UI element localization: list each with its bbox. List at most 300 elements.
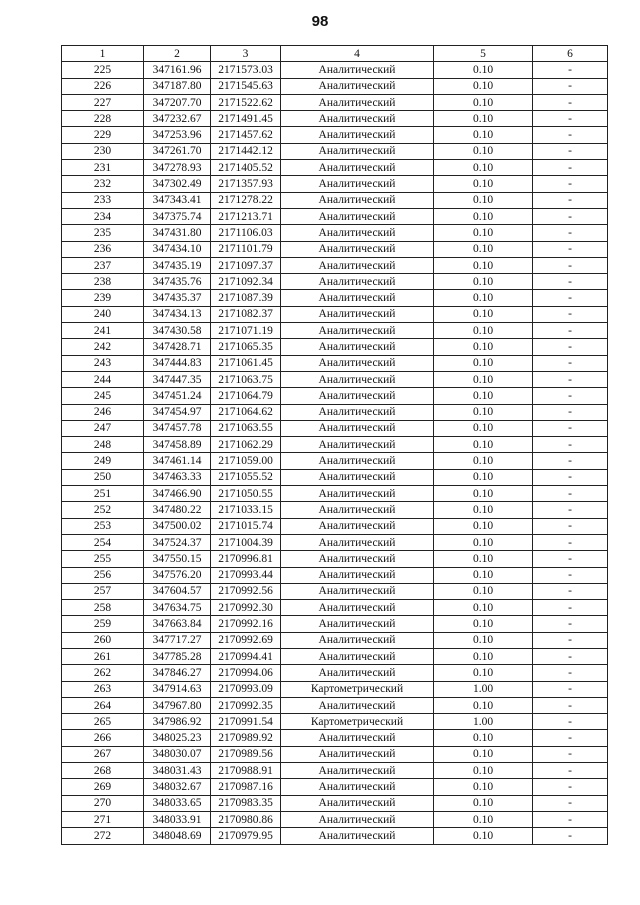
table-row bbox=[62, 355, 608, 371]
table-cell: 0.10 bbox=[434, 78, 533, 94]
table-cell: 263 bbox=[62, 681, 144, 697]
table-cell: 347253.96 bbox=[144, 127, 211, 143]
table-cell: - bbox=[533, 404, 608, 420]
table-row bbox=[62, 160, 608, 176]
table-cell: Аналитический bbox=[281, 176, 434, 192]
table-cell: Аналитический bbox=[281, 453, 434, 469]
table-cell: 2170994.41 bbox=[211, 648, 281, 664]
table-cell: - bbox=[533, 388, 608, 404]
table-cell: Аналитический bbox=[281, 208, 434, 224]
table-cell: 0.10 bbox=[434, 62, 533, 78]
table-cell: 347430.58 bbox=[144, 323, 211, 339]
table-cell: 0.10 bbox=[434, 290, 533, 306]
table-cell: 0.10 bbox=[434, 94, 533, 110]
table-cell: - bbox=[533, 665, 608, 681]
table-cell: Аналитический bbox=[281, 355, 434, 371]
table-cell: 347454.97 bbox=[144, 404, 211, 420]
table-cell: 0.10 bbox=[434, 502, 533, 518]
table-cell: 0.10 bbox=[434, 828, 533, 844]
table-row bbox=[62, 795, 608, 811]
table-cell: - bbox=[533, 828, 608, 844]
table-row bbox=[62, 828, 608, 844]
table-cell: 2171082.37 bbox=[211, 306, 281, 322]
table-cell: 0.10 bbox=[434, 534, 533, 550]
table-cell: 0.10 bbox=[434, 306, 533, 322]
table-row bbox=[62, 616, 608, 632]
table-cell: 2171033.15 bbox=[211, 502, 281, 518]
table-cell: 2170979.95 bbox=[211, 828, 281, 844]
table-cell: - bbox=[533, 681, 608, 697]
table-cell: 348030.07 bbox=[144, 746, 211, 762]
table-cell: 2171087.39 bbox=[211, 290, 281, 306]
table-cell: 2171522.62 bbox=[211, 94, 281, 110]
table-cell: 0.10 bbox=[434, 388, 533, 404]
table-cell: 2171442.12 bbox=[211, 143, 281, 159]
table-cell: Аналитический bbox=[281, 323, 434, 339]
table-row bbox=[62, 681, 608, 697]
table-cell: 0.10 bbox=[434, 355, 533, 371]
table-cell: 236 bbox=[62, 241, 144, 257]
table-row bbox=[62, 551, 608, 567]
table-cell: 229 bbox=[62, 127, 144, 143]
table-cell: 347458.89 bbox=[144, 437, 211, 453]
table-cell: 257 bbox=[62, 583, 144, 599]
table-cell: 0.10 bbox=[434, 763, 533, 779]
table-cell: - bbox=[533, 306, 608, 322]
table-cell: - bbox=[533, 567, 608, 583]
table-cell: 347914.63 bbox=[144, 681, 211, 697]
table-cell: - bbox=[533, 746, 608, 762]
column-header: 3 bbox=[211, 46, 281, 62]
table-cell: 347466.90 bbox=[144, 486, 211, 502]
table-cell: 258 bbox=[62, 600, 144, 616]
table-cell: - bbox=[533, 697, 608, 713]
table-cell: 347278.93 bbox=[144, 160, 211, 176]
table-cell: 347428.71 bbox=[144, 339, 211, 355]
table-row bbox=[62, 697, 608, 713]
table-row bbox=[62, 779, 608, 795]
table-cell: 269 bbox=[62, 779, 144, 795]
table-cell: - bbox=[533, 355, 608, 371]
table-cell: 270 bbox=[62, 795, 144, 811]
table-cell: 2170992.56 bbox=[211, 583, 281, 599]
table-cell: 2171055.52 bbox=[211, 469, 281, 485]
page-number: 98 bbox=[311, 13, 329, 30]
table-cell: 347302.49 bbox=[144, 176, 211, 192]
table-row bbox=[62, 371, 608, 387]
table-row bbox=[62, 730, 608, 746]
table-cell: - bbox=[533, 616, 608, 632]
table-cell: 0.10 bbox=[434, 697, 533, 713]
table-cell: 0.10 bbox=[434, 648, 533, 664]
table-cell: Аналитический bbox=[281, 160, 434, 176]
table-cell: Аналитический bbox=[281, 274, 434, 290]
table-cell: Аналитический bbox=[281, 518, 434, 534]
table-row bbox=[62, 274, 608, 290]
table-cell: - bbox=[533, 111, 608, 127]
table-row bbox=[62, 437, 608, 453]
table-cell: 347207.70 bbox=[144, 94, 211, 110]
table-cell: 348048.69 bbox=[144, 828, 211, 844]
table-cell: 230 bbox=[62, 143, 144, 159]
table-cell: Аналитический bbox=[281, 404, 434, 420]
table-cell: 256 bbox=[62, 567, 144, 583]
table-cell: Аналитический bbox=[281, 567, 434, 583]
table-cell: 2170983.35 bbox=[211, 795, 281, 811]
table-cell: 2170994.06 bbox=[211, 665, 281, 681]
table-cell: 267 bbox=[62, 746, 144, 762]
table-cell: - bbox=[533, 160, 608, 176]
table-cell: Аналитический bbox=[281, 192, 434, 208]
table-cell: 347431.80 bbox=[144, 225, 211, 241]
table-cell: 2171278.22 bbox=[211, 192, 281, 208]
table-cell: 2171573.03 bbox=[211, 62, 281, 78]
table-cell: 2171071.19 bbox=[211, 323, 281, 339]
table-row bbox=[62, 502, 608, 518]
table-cell: - bbox=[533, 208, 608, 224]
table-cell: 2171059.00 bbox=[211, 453, 281, 469]
table-row bbox=[62, 290, 608, 306]
table-cell: - bbox=[533, 795, 608, 811]
table-cell: - bbox=[533, 241, 608, 257]
table-cell: Картометрический bbox=[281, 681, 434, 697]
table-cell: 268 bbox=[62, 763, 144, 779]
table-cell: Аналитический bbox=[281, 502, 434, 518]
table-row bbox=[62, 811, 608, 827]
table-row bbox=[62, 78, 608, 94]
table-cell: Аналитический bbox=[281, 616, 434, 632]
table-cell: Аналитический bbox=[281, 257, 434, 273]
table-cell: Аналитический bbox=[281, 665, 434, 681]
table-cell: 348033.65 bbox=[144, 795, 211, 811]
table-cell: 2170980.86 bbox=[211, 811, 281, 827]
table-cell: 244 bbox=[62, 371, 144, 387]
table-row bbox=[62, 127, 608, 143]
table-cell: 233 bbox=[62, 192, 144, 208]
table-cell: 0.10 bbox=[434, 404, 533, 420]
table-cell: 0.10 bbox=[434, 779, 533, 795]
table-cell: Аналитический bbox=[281, 632, 434, 648]
column-header: 2 bbox=[144, 46, 211, 62]
table-cell: Аналитический bbox=[281, 388, 434, 404]
table-cell: Аналитический bbox=[281, 763, 434, 779]
table-cell: 2171065.35 bbox=[211, 339, 281, 355]
table-cell: 1.00 bbox=[434, 681, 533, 697]
table-cell: 0.10 bbox=[434, 160, 533, 176]
table-cell: Аналитический bbox=[281, 648, 434, 664]
table-cell: - bbox=[533, 469, 608, 485]
table-cell: 2171004.39 bbox=[211, 534, 281, 550]
table-cell: 347717.27 bbox=[144, 632, 211, 648]
table-row bbox=[62, 583, 608, 599]
table-cell: 348031.43 bbox=[144, 763, 211, 779]
table-cell: 347434.13 bbox=[144, 306, 211, 322]
table-cell: 2171092.34 bbox=[211, 274, 281, 290]
table-cell: 347187.80 bbox=[144, 78, 211, 94]
table-row bbox=[62, 518, 608, 534]
table-row bbox=[62, 600, 608, 616]
table-row bbox=[62, 763, 608, 779]
table-cell: 2171213.71 bbox=[211, 208, 281, 224]
table-cell: 347663.84 bbox=[144, 616, 211, 632]
table-cell: 347634.75 bbox=[144, 600, 211, 616]
table-cell: 347435.37 bbox=[144, 290, 211, 306]
table-cell: 347434.10 bbox=[144, 241, 211, 257]
table-cell: 271 bbox=[62, 811, 144, 827]
table-cell: 348025.23 bbox=[144, 730, 211, 746]
table-cell: 347524.37 bbox=[144, 534, 211, 550]
table-row bbox=[62, 453, 608, 469]
table-cell: 249 bbox=[62, 453, 144, 469]
table-cell: 2171106.03 bbox=[211, 225, 281, 241]
table-cell: 2170987.16 bbox=[211, 779, 281, 795]
table-cell: 2170992.35 bbox=[211, 697, 281, 713]
table-cell: - bbox=[533, 143, 608, 159]
table-row bbox=[62, 404, 608, 420]
table-cell: - bbox=[533, 176, 608, 192]
table-cell: 246 bbox=[62, 404, 144, 420]
table-cell: - bbox=[533, 600, 608, 616]
table-cell: Аналитический bbox=[281, 225, 434, 241]
table-row bbox=[62, 486, 608, 502]
table-cell: 0.10 bbox=[434, 453, 533, 469]
table-row bbox=[62, 469, 608, 485]
table-cell: 2170989.92 bbox=[211, 730, 281, 746]
table-cell: - bbox=[533, 257, 608, 273]
table-cell: 347461.14 bbox=[144, 453, 211, 469]
table-cell: 2171063.75 bbox=[211, 371, 281, 387]
table-cell: - bbox=[533, 714, 608, 730]
table-row bbox=[62, 257, 608, 273]
table-cell: - bbox=[533, 78, 608, 94]
table-cell: 0.10 bbox=[434, 551, 533, 567]
table-cell: - bbox=[533, 274, 608, 290]
table-cell: 0.10 bbox=[434, 420, 533, 436]
table-cell: - bbox=[533, 94, 608, 110]
table-cell: 251 bbox=[62, 486, 144, 502]
column-header: 4 bbox=[281, 46, 434, 62]
table-cell: 0.10 bbox=[434, 632, 533, 648]
table-row bbox=[62, 420, 608, 436]
table-row bbox=[62, 192, 608, 208]
table-cell: 0.10 bbox=[434, 486, 533, 502]
table-cell: 0.10 bbox=[434, 518, 533, 534]
table-cell: - bbox=[533, 648, 608, 664]
table-row bbox=[62, 62, 608, 78]
table-cell: 2171101.79 bbox=[211, 241, 281, 257]
table-cell: 2171357.93 bbox=[211, 176, 281, 192]
table-cell: 0.10 bbox=[434, 192, 533, 208]
table-cell: 348033.91 bbox=[144, 811, 211, 827]
table-cell: - bbox=[533, 583, 608, 599]
table-cell: 2171063.55 bbox=[211, 420, 281, 436]
table-cell: Аналитический bbox=[281, 78, 434, 94]
table-cell: Аналитический bbox=[281, 469, 434, 485]
table-cell: - bbox=[533, 371, 608, 387]
table-cell: 347375.74 bbox=[144, 208, 211, 224]
table-cell: 0.10 bbox=[434, 730, 533, 746]
table-cell: 0.10 bbox=[434, 323, 533, 339]
table-cell: 347451.24 bbox=[144, 388, 211, 404]
table-row bbox=[62, 241, 608, 257]
table-cell: 262 bbox=[62, 665, 144, 681]
table-cell: 243 bbox=[62, 355, 144, 371]
table-cell: 226 bbox=[62, 78, 144, 94]
table-cell: 0.10 bbox=[434, 600, 533, 616]
table-cell: - bbox=[533, 192, 608, 208]
table-cell: - bbox=[533, 632, 608, 648]
table-cell: 347457.78 bbox=[144, 420, 211, 436]
table-cell: 2171064.62 bbox=[211, 404, 281, 420]
table-cell: 347604.57 bbox=[144, 583, 211, 599]
table-cell: 264 bbox=[62, 697, 144, 713]
column-header: 6 bbox=[533, 46, 608, 62]
table-row bbox=[62, 225, 608, 241]
table-cell: 0.10 bbox=[434, 811, 533, 827]
table-cell: Аналитический bbox=[281, 551, 434, 567]
table-cell: 2171050.55 bbox=[211, 486, 281, 502]
table-cell: 0.10 bbox=[434, 437, 533, 453]
table-cell: Аналитический bbox=[281, 828, 434, 844]
table-cell: 0.10 bbox=[434, 208, 533, 224]
table-cell: 347986.92 bbox=[144, 714, 211, 730]
table-cell: 347435.19 bbox=[144, 257, 211, 273]
table-cell: - bbox=[533, 486, 608, 502]
table-cell: 2171457.62 bbox=[211, 127, 281, 143]
table-cell: - bbox=[533, 551, 608, 567]
table-cell: 347444.83 bbox=[144, 355, 211, 371]
table-cell: 2170993.44 bbox=[211, 567, 281, 583]
table-cell: - bbox=[533, 730, 608, 746]
table-cell: Аналитический bbox=[281, 127, 434, 143]
table-cell: 237 bbox=[62, 257, 144, 273]
table-cell: - bbox=[533, 339, 608, 355]
table-cell: 2171545.63 bbox=[211, 78, 281, 94]
table-cell: 347161.96 bbox=[144, 62, 211, 78]
table-cell: 2170989.56 bbox=[211, 746, 281, 762]
table-row bbox=[62, 534, 608, 550]
table-cell: 0.10 bbox=[434, 225, 533, 241]
coordinates-table bbox=[61, 45, 608, 845]
table-cell: Аналитический bbox=[281, 697, 434, 713]
table-cell: - bbox=[533, 763, 608, 779]
table-cell: 2170991.54 bbox=[211, 714, 281, 730]
table-cell: 259 bbox=[62, 616, 144, 632]
table-cell: 0.10 bbox=[434, 616, 533, 632]
table-cell: 2170993.09 bbox=[211, 681, 281, 697]
table-cell: 242 bbox=[62, 339, 144, 355]
table-cell: 234 bbox=[62, 208, 144, 224]
table-cell: 231 bbox=[62, 160, 144, 176]
table-cell: 232 bbox=[62, 176, 144, 192]
table-cell: 266 bbox=[62, 730, 144, 746]
table-row bbox=[62, 143, 608, 159]
table-cell: - bbox=[533, 779, 608, 795]
column-header: 1 bbox=[62, 46, 144, 62]
table-cell: Аналитический bbox=[281, 534, 434, 550]
table-cell: 347480.22 bbox=[144, 502, 211, 518]
table-cell: Аналитический bbox=[281, 583, 434, 599]
table-cell: 1.00 bbox=[434, 714, 533, 730]
table-cell: Аналитический bbox=[281, 143, 434, 159]
table-cell: 247 bbox=[62, 420, 144, 436]
table-cell: 0.10 bbox=[434, 241, 533, 257]
table-cell: 347785.28 bbox=[144, 648, 211, 664]
table-cell: 252 bbox=[62, 502, 144, 518]
table-cell: 0.10 bbox=[434, 795, 533, 811]
table-cell: Аналитический bbox=[281, 111, 434, 127]
table-cell: 2170992.16 bbox=[211, 616, 281, 632]
table-cell: Аналитический bbox=[281, 62, 434, 78]
table-cell: 0.10 bbox=[434, 339, 533, 355]
table-cell: 0.10 bbox=[434, 583, 533, 599]
table-row bbox=[62, 111, 608, 127]
table-cell: 241 bbox=[62, 323, 144, 339]
table-cell: - bbox=[533, 811, 608, 827]
table-cell: 2170992.69 bbox=[211, 632, 281, 648]
table-cell: 225 bbox=[62, 62, 144, 78]
table-cell: 347261.70 bbox=[144, 143, 211, 159]
table-cell: Аналитический bbox=[281, 600, 434, 616]
table-cell: 261 bbox=[62, 648, 144, 664]
table-cell: Аналитический bbox=[281, 486, 434, 502]
table-cell: - bbox=[533, 225, 608, 241]
table-cell: 0.10 bbox=[434, 111, 533, 127]
table-row bbox=[62, 567, 608, 583]
table-cell: 2171097.37 bbox=[211, 257, 281, 273]
table-cell: 347232.67 bbox=[144, 111, 211, 127]
table-cell: Аналитический bbox=[281, 94, 434, 110]
table-cell: Аналитический bbox=[281, 437, 434, 453]
table-cell: 238 bbox=[62, 274, 144, 290]
table-cell: Аналитический bbox=[281, 811, 434, 827]
table-cell: 2171405.52 bbox=[211, 160, 281, 176]
table-cell: 2171064.79 bbox=[211, 388, 281, 404]
table-row bbox=[62, 665, 608, 681]
table-body bbox=[62, 62, 608, 844]
table-row bbox=[62, 208, 608, 224]
table-cell: 255 bbox=[62, 551, 144, 567]
table-row bbox=[62, 339, 608, 355]
table-row bbox=[62, 306, 608, 322]
table-cell: 0.10 bbox=[434, 257, 533, 273]
table-cell: - bbox=[533, 420, 608, 436]
table-cell: 2171061.45 bbox=[211, 355, 281, 371]
table-cell: 227 bbox=[62, 94, 144, 110]
table-cell: 239 bbox=[62, 290, 144, 306]
table-cell: Аналитический bbox=[281, 779, 434, 795]
column-header: 5 bbox=[434, 46, 533, 62]
table-cell: 347967.80 bbox=[144, 697, 211, 713]
table-cell: 0.10 bbox=[434, 143, 533, 159]
table-cell: 2171015.74 bbox=[211, 518, 281, 534]
table-row bbox=[62, 176, 608, 192]
table-row bbox=[62, 94, 608, 110]
table-cell: 0.10 bbox=[434, 665, 533, 681]
table-cell: 347463.33 bbox=[144, 469, 211, 485]
table-cell: Аналитический bbox=[281, 339, 434, 355]
table-cell: 235 bbox=[62, 225, 144, 241]
table-cell: 260 bbox=[62, 632, 144, 648]
table-row bbox=[62, 746, 608, 762]
table-cell: Аналитический bbox=[281, 241, 434, 257]
table-cell: 248 bbox=[62, 437, 144, 453]
table-cell: Аналитический bbox=[281, 306, 434, 322]
table-cell: - bbox=[533, 518, 608, 534]
table-cell: 253 bbox=[62, 518, 144, 534]
table-cell: 2171062.29 bbox=[211, 437, 281, 453]
table-cell: - bbox=[533, 534, 608, 550]
